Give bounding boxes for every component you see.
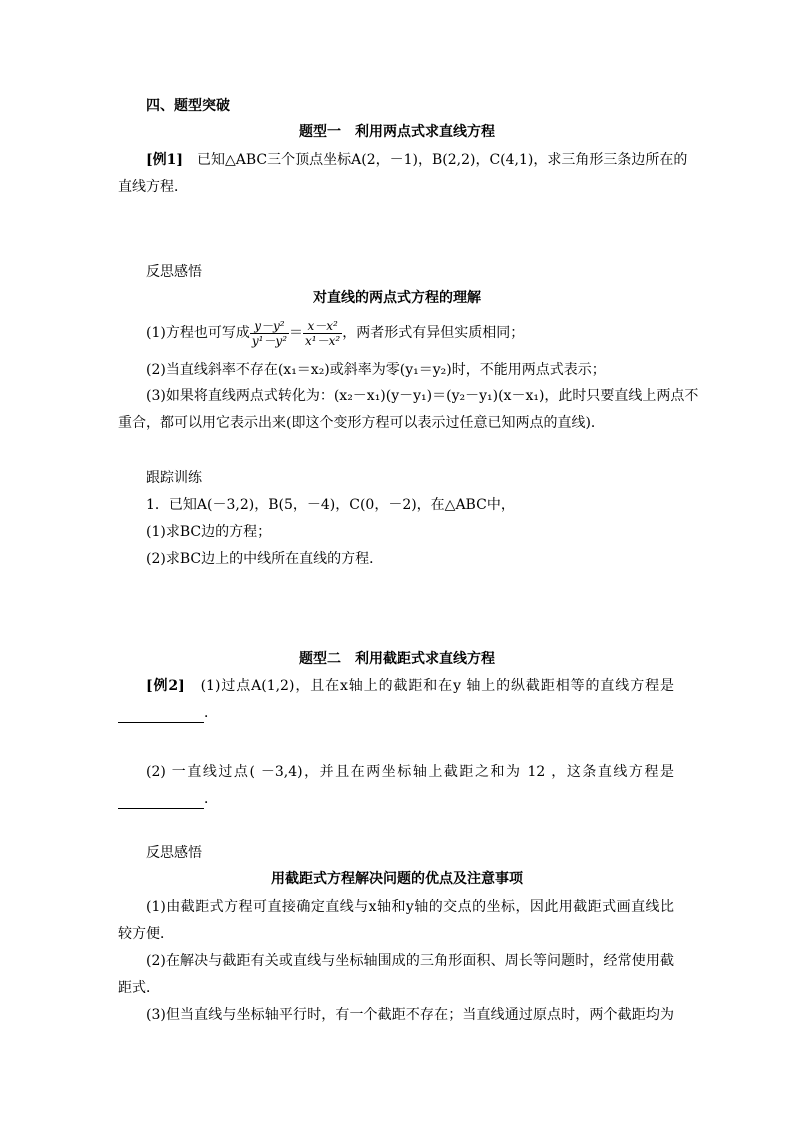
fraction-left-numerator: y－y²	[250, 319, 289, 334]
practice-question1-part1: (1)求BC边的方程；	[146, 524, 272, 540]
answer-blank-2[interactable]	[118, 794, 204, 809]
example2-q1-end: ．	[204, 705, 218, 721]
reflect2-item3-line1: (3)但当直线与坐标轴平行时，有一个截距不存在；当直线通过原点时，两个截距均为	[146, 1007, 674, 1023]
type2-title: 题型二 利用截距式求直线方程	[299, 651, 495, 667]
example1-line1	[146, 150, 688, 170]
practice-label: 跟踪训练	[146, 470, 202, 486]
practice-question1: 1．已知A(－3,2)，B(5，－4)，C(0，－2)，在△ABC中，	[146, 497, 515, 513]
reflect1-label: 反思感悟	[146, 264, 202, 280]
reflect2-item1-line1: (1)由截距式方程可直接确定直线与x轴和y轴的交点的坐标，因此用截距式画直线比	[146, 899, 674, 915]
example2-q1-text: (1)过点A(1,2)，且在x轴上的截距和在y 轴上的纵截距相等的直线方程是	[200, 678, 674, 694]
fraction-right-denominator: x¹－x²	[305, 333, 341, 348]
reflect2-title: 用截距式方程解决问题的优点及注意事项	[271, 871, 523, 887]
reflect1-item1-suffix: ，两者形式有异但实质相同；	[342, 325, 525, 341]
reflect1-item1	[146, 318, 524, 348]
reflect2-item2-line1: (2)在解决与截距有关或直线与坐标轴围成的三角形面积、周长等问题时，经常使用截	[146, 953, 674, 969]
type1-title: 题型一 利用两点式求直线方程	[299, 124, 495, 140]
practice-question1-part2: (2)求BC边上的中线所在直线的方程．	[146, 551, 384, 567]
example2-q2-line2	[118, 789, 218, 809]
example2-q2-end: ．	[204, 791, 218, 807]
fraction-right	[303, 319, 342, 348]
reflect1-item3-line1: (3)如果将直线两点式转化为：(x₂－x₁)(y－y₁)＝(y₂－y₁)(x－x₁)，此时只要直线上两点不	[146, 388, 699, 404]
example1-line2: 直线方程．	[118, 179, 188, 195]
example1-tag: [例1]	[146, 152, 183, 168]
fraction-left	[250, 319, 289, 348]
reflect1-item2: (2)当直线斜率不存在(x₁＝x₂)或斜率为零(y₁＝y₂)时，不能用两点式表示；	[146, 362, 606, 378]
example2-q2-line1: (2) 一直线过点( －3,4)，并且在两坐标轴上截距之和为 12 ，这条直线方程是	[146, 764, 674, 780]
fraction-right-numerator: x－x²	[303, 319, 342, 334]
reflect1-item3-line2: 重合，都可以用它表示出来(即这个变形方程可以表示过任意已知两点的直线)．	[118, 415, 605, 431]
example1-text: 已知△ABC三个顶点坐标A(2，－1)，B(2,2)，C(4,1)，求三角形三条边所在的	[197, 152, 688, 168]
fraction-left-denominator: y¹－y²	[251, 333, 288, 348]
reflect2-item2-line2: 距式．	[118, 980, 160, 996]
section-heading: 四、题型突破	[146, 98, 230, 114]
reflect2-label: 反思感悟	[146, 845, 202, 861]
example2-q1-line1	[146, 676, 674, 696]
example2-q1-line2	[118, 703, 218, 723]
fraction-equals: ＝	[289, 325, 304, 341]
answer-blank-1[interactable]	[118, 708, 204, 723]
reflect2-item1-line2: 较方便．	[118, 926, 174, 942]
reflect1-title: 对直线的两点式方程的理解	[313, 290, 481, 306]
example2-tag: [例2]	[146, 678, 185, 694]
reflect1-item1-prefix: (1)方程也可写成	[146, 325, 250, 341]
